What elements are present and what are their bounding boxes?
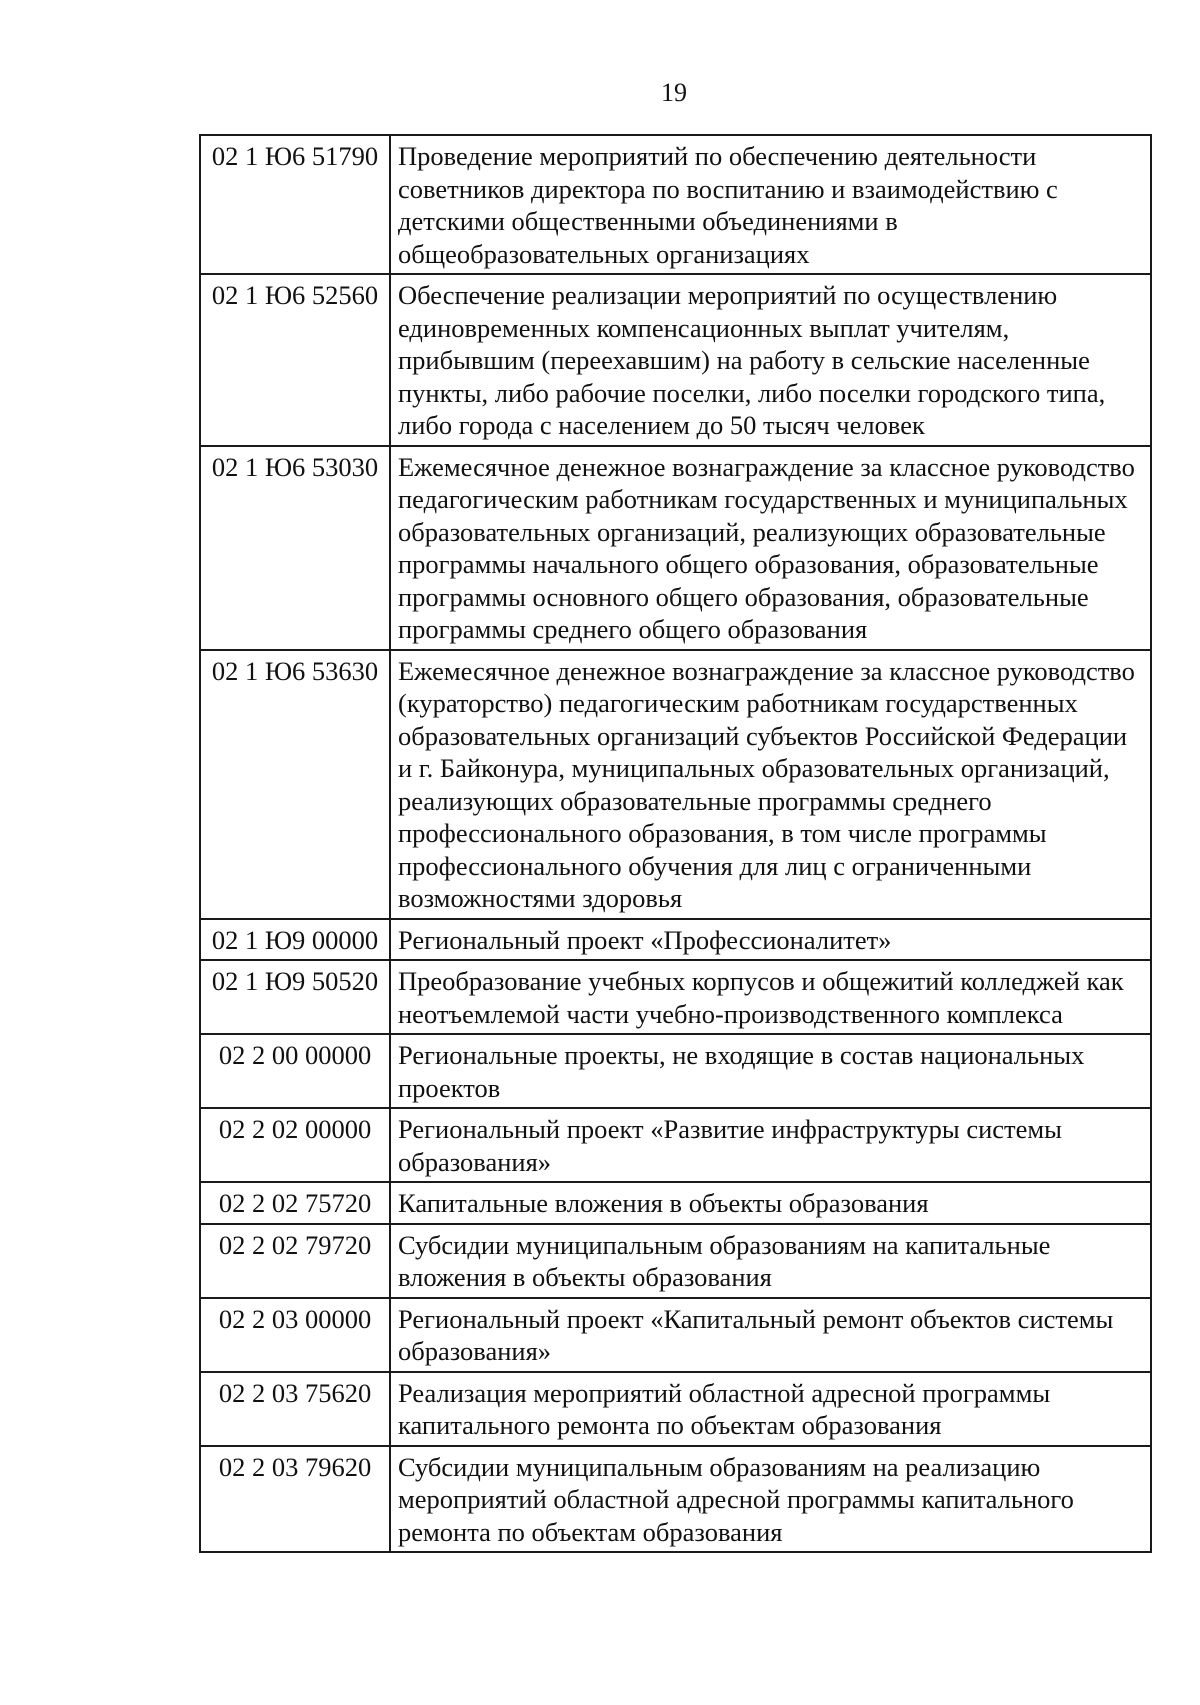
table-row [200,446,1151,650]
row-code: 02 1 Ю9 50520 [200,960,390,1034]
row-description: Региональный проект «Развитие инфраструктуры системы образования» [390,1108,1151,1182]
row-description: Реализация мероприятий областной адресной программы капитального ремонта по объектам образования [390,1372,1151,1446]
row-code: 02 1 Ю6 53030 [200,446,390,650]
row-code: 02 1 Ю6 51790 [200,135,390,274]
row-code: 02 1 Ю6 53630 [200,650,390,919]
row-description: Ежемесячное денежное вознаграждение за классное руководство педагогическим работникам государственных и муниципальных образовательных организаций, реализующих образовательные программы начального общего образования, образовательные программы основного общего образования, образовательные программы среднего общего образования [390,446,1151,650]
row-description: Капитальные вложения в объекты образования [390,1182,1151,1224]
row-description: Проведение мероприятий по обеспечению деятельности советников директора по воспитанию и взаимодействию с детскими общественными объединениями в общеобразовательных организациях [390,135,1151,274]
row-code: 02 1 Ю9 00000 [200,919,390,961]
table-row [200,1034,1151,1108]
table-row [200,1182,1151,1224]
table-row [200,1224,1151,1298]
row-description: Региональный проект «Профессионалитет» [390,919,1151,961]
table-row [200,1108,1151,1182]
row-code: 02 2 00 00000 [200,1034,390,1108]
table-row [200,919,1151,961]
row-description: Региональный проект «Капитальный ремонт объектов системы образования» [390,1298,1151,1372]
row-code: 02 2 03 00000 [200,1298,390,1372]
row-description: Обеспечение реализации мероприятий по осуществлению единовременных компенсационных выплат учителям, прибывшим (переехавшим) на работу в сельские населенные пункты, либо рабочие поселки, либо поселки городского типа, либо города с населением до 50 тысяч человек [390,274,1151,446]
table-row [200,650,1151,919]
row-code: 02 2 03 75620 [200,1372,390,1446]
row-description: Субсидии муниципальным образованиям на капитальные вложения в объекты образования [390,1224,1151,1298]
table-row [200,274,1151,446]
page-number: 19 [661,78,687,107]
classification-table [199,134,1152,1553]
row-description: Субсидии муниципальным образованиям на реализацию мероприятий областной адресной программы капитального ремонта по объектам образования [390,1446,1151,1553]
row-code: 02 2 02 00000 [200,1108,390,1182]
table-row [200,1298,1151,1372]
row-description: Ежемесячное денежное вознаграждение за классное руководство (кураторство) педагогическим работникам государственных образовательных организаций субъектов Российской Федерации и г. Байконура, муниципальных образовательных организаций, реализующих образовательные программы среднего профессионального образования, в том числе программы профессионального обучения для лиц с ограниченными возможностями здоровья [390,650,1151,919]
row-description: Преобразование учебных корпусов и общежитий колледжей как неотъемлемой части учебно-производственного комплекса [390,960,1151,1034]
row-code: 02 2 02 75720 [200,1182,390,1224]
table-row [200,960,1151,1034]
table-row [200,135,1151,274]
row-description: Региональные проекты, не входящие в состав национальных проектов [390,1034,1151,1108]
table-row [200,1372,1151,1446]
table-row [200,1446,1151,1553]
row-code: 02 2 02 79720 [200,1224,390,1298]
row-code: 02 2 03 79620 [200,1446,390,1553]
row-code: 02 1 Ю6 52560 [200,274,390,446]
